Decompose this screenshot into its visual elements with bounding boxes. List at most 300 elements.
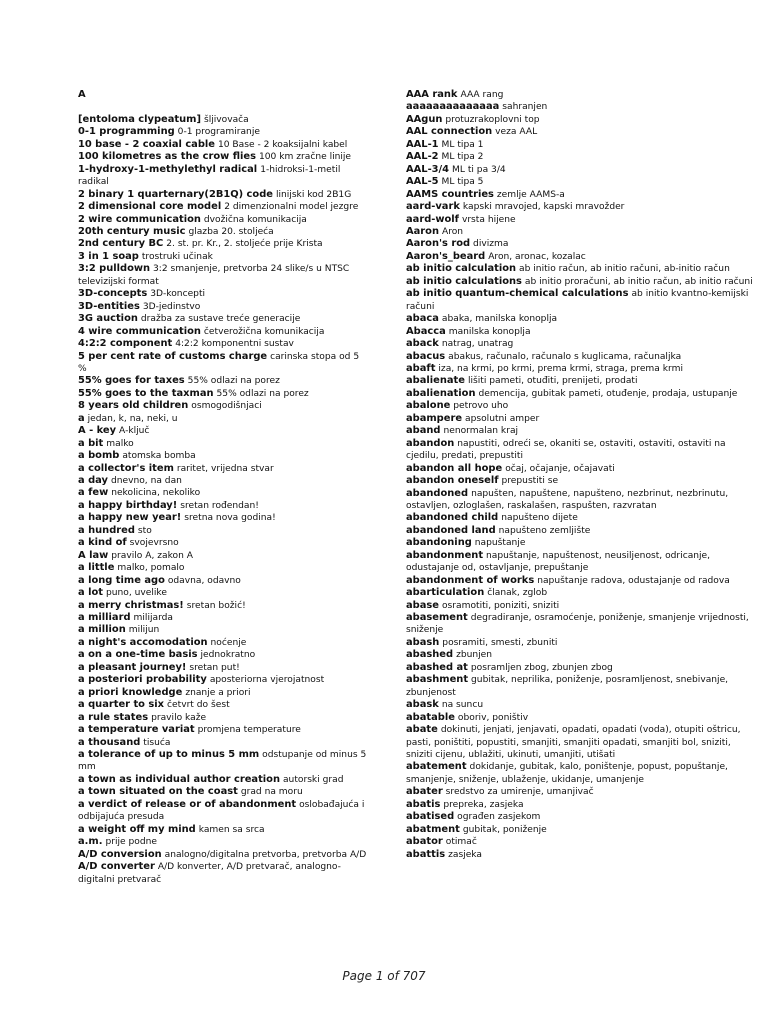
entry-definition: malko [106,438,134,449]
dictionary-entry [78,649,368,661]
dictionary-entry [78,799,368,824]
entry-definition: lišiti pameti, otuđiti, prenijeti, prodati [467,376,638,387]
dictionary-entry [406,786,754,798]
entry-definition: dokidanje, gubitak, kalo, poništenje, popust, popuštanje, smanjenje, sniženje, ublaženje, ukidanje, umanjenje [406,762,728,785]
dictionary-entry [406,537,754,549]
entry-definition: jedan, k, na, neki, u [87,413,178,424]
entry-definition: abakus, računalo, računalo s kuglicama, računaljka [448,351,682,362]
dictionary-entry [78,238,368,250]
dictionary-entry [406,600,754,612]
dictionary-entry [406,637,754,649]
entry-term: a posteriori probability [78,674,207,686]
entry-definition: kapski mravojed, kapski mravožder [462,202,625,213]
entry-definition: napustiti, odreći se, okaniti se, ostaviti, ostaviti, ostaviti na cjedilu, predati, prepustiti [406,438,726,462]
entry-term: abalone [406,400,451,412]
entry-term: abandoning [406,537,472,549]
dictionary-entry [406,849,754,861]
dictionary-entry [406,575,754,587]
entry-definition: napušteno zemljište [498,525,591,536]
entry-term: a town as individual author creation [78,773,280,785]
dictionary-entry [78,487,368,499]
entry-term: a town situated on the coast [78,786,238,798]
entry-definition: manilska konoplja [448,326,531,337]
dictionary-entry [78,500,368,512]
dictionary-entry [78,512,368,524]
dictionary-entry [406,139,754,151]
entry-definition: 10 Base - 2 koaksijalni kabel [217,139,348,150]
entry-term: abandoned [406,487,469,499]
dictionary-entry [78,214,368,226]
dictionary-entry [406,114,754,126]
entry-term: a long time ago [78,574,165,586]
entry-term: a merry christmas! [78,599,184,611]
entry-definition: Aron, aronac, kozalac [488,251,586,262]
dictionary-entry [406,612,754,637]
entry-term: aback [406,338,439,350]
entry-term: 100 kilometres as the crow flies [78,151,256,163]
dictionary-entry [406,463,754,475]
entry-term: abandoned land [406,524,496,536]
dictionary-entry [406,89,754,101]
entry-definition: abaka, manilska konoplja [441,314,558,325]
dictionary-entry [78,400,368,412]
dictionary-entry [78,624,368,636]
entry-term: AAL connection [406,126,493,138]
dictionary-entry [78,425,368,437]
entry-definition: osmogodišnjaci [191,401,262,412]
left-column [78,89,368,886]
dictionary-entry [78,849,368,861]
entry-term: a day [78,475,108,487]
entry-definition: sretan rođendan! [180,500,259,511]
dictionary-entry [78,674,368,686]
entry-definition: posramljen zbog, zbunjen zbog [470,662,613,673]
entry-definition: autorski grad [282,774,344,785]
entry-definition: grad na moru [240,787,303,798]
dictionary-entry [406,674,754,699]
entry-term: abashment [406,674,469,686]
dictionary-entry [406,799,754,811]
entry-term: AAA rank [406,89,458,100]
dictionary-entry [406,313,754,325]
entry-definition: 2. st. pr. Kr., 2. stoljeće prije Krista [166,239,323,250]
dictionary-entry [406,126,754,138]
entry-term: 2 binary 1 quarternary(2B1Q) code [78,188,273,200]
entry-term: ab initio calculation [406,263,517,275]
entry-term: 8 years old children [78,400,189,412]
dictionary-entry [406,189,754,201]
entry-term: a tolerance of up to minus 5 mm [78,749,260,760]
dictionary-entry [78,351,368,376]
dictionary-entry [78,537,368,549]
entry-definition: Aron [441,226,464,237]
entry-term: abatement [406,761,467,773]
entry-definition: pravilo kaže [151,712,207,723]
dictionary-entry [406,238,754,250]
entry-definition: odstupanje od minus 5 mm [78,750,367,773]
dictionary-entry [78,724,368,736]
entry-definition: divizma [473,239,509,250]
dictionary-entry [406,214,754,226]
entry-definition: 4:2:2 komponentni sustav [175,339,294,350]
dictionary-entry [406,587,754,599]
dictionary-entry [78,525,368,537]
entry-definition: članak, zglob [487,588,548,599]
entry-definition: apsolutni amper [465,413,540,424]
dictionary-entry [406,338,754,350]
entry-definition: milijarda [133,613,173,624]
entry-term: 10 base - 2 coaxial cable [78,138,215,150]
entry-term: a.m. [78,836,103,848]
entry-term: a bomb [78,450,120,462]
dictionary-entry [78,201,368,213]
entry-term: abandonment of works [406,574,535,586]
dictionary-entry [78,699,368,711]
entry-definition: 0-1 programiranje [177,127,260,138]
entry-term: 3D-concepts [78,288,148,300]
dictionary-entry [78,637,368,649]
dictionary-entry [406,413,754,425]
entry-definition: trostruki učinak [141,251,213,262]
entry-term: 4 wire communication [78,325,201,337]
dictionary-entry [406,811,754,823]
dictionary-entry [78,600,368,612]
entry-term: 4:2:2 component [78,338,173,350]
entry-term: a night's accomodation [78,636,208,648]
dictionary-entry [78,450,368,462]
entry-definition: oslobađajuća i odbijajuća presuda [78,799,365,823]
dictionary-entry [78,139,368,151]
entry-term: 0-1 programming [78,126,175,138]
dictionary-entry [78,438,368,450]
page-footer: Page 1 of 707 [342,969,426,983]
entry-definition: glazba 20. stoljeća [188,226,274,237]
entry-term: Aaron's_beard [406,250,486,262]
entry-term: ab initio calculations [406,275,522,287]
entry-term: [entoloma clypeatum] [78,113,201,125]
entry-definition: milijun [128,625,160,636]
entry-definition: gubitak, neprilika, poniženje, posramljenost, snebivanje, zbunjenost [406,675,729,698]
dictionary-entry [406,388,754,400]
dictionary-entry [406,276,754,288]
entry-term: abandon [406,437,455,449]
dictionary-entry [78,413,368,425]
entry-definition: oboriv, poništiv [457,712,529,723]
entry-term: abandon oneself [406,475,499,487]
entry-definition: analogno/digitalna pretvorba, pretvorba A/D [164,849,367,860]
entry-definition: napuštanje, napuštenost, neusiljenost, odricanje, odustajanje od, ostavljanje, prepuštanje [406,550,711,574]
entry-definition: dokinuti, jenjati, jenjavati, opadati, opadati (voda), otupiti oštricu, pasti, poništiti, popustiti, smanjiti, smanjiti opadati, smanjiti bol, sniziti, sniziti cijenu, ublažiti, ukinuti, umanjiti, utišati [406,725,741,761]
entry-term: AAL-5 [406,176,439,188]
entry-term: ab initio quantum-chemical calculations [406,288,629,300]
entry-term: A/D conversion [78,848,162,860]
entry-term: a kind of [78,537,127,549]
entry-definition: malko, pomalo [117,563,185,574]
entry-definition: puno, uvelike [105,588,167,599]
entry-definition: ML ti pa 3/4 [452,164,506,175]
dictionary-entry [406,662,754,674]
entry-term: a weight off my mind [78,823,196,835]
entry-term: aaaaaaaaaaaaaa [406,101,500,113]
dictionary-entry [78,662,368,674]
dictionary-entry [78,226,368,238]
dictionary-entry [406,288,754,313]
entry-term: abalienate [406,375,465,387]
dictionary-entry [406,438,754,463]
entry-definition: promjena temperature [197,725,301,736]
entry-definition: zasjeka [448,849,482,860]
entry-definition: četverožična komunikacija [203,326,325,337]
entry-definition: 3D-koncepti [150,289,206,300]
entry-term: a happy new year! [78,512,182,524]
entry-term: aard-vark [406,201,460,213]
entry-definition: napuštanje radova, odustajanje od radova [537,575,730,586]
entry-definition: protuzrakoplovni top [445,114,540,125]
dictionary-entry [406,251,754,263]
entry-definition: atomska bomba [122,451,196,462]
entry-term: abatment [406,823,460,835]
entry-definition: 100 km zračne linije [258,152,352,163]
entry-term: Aaron's rod [406,238,471,250]
dictionary-entry [78,338,368,350]
entry-definition: raritet, vrijedna stvar [176,463,274,474]
entry-definition: sretan put! [189,662,240,673]
entry-term: abatised [406,811,455,823]
entry-definition: sto [137,525,152,536]
dictionary-entry [406,724,754,761]
dictionary-entry [78,612,368,624]
dictionary-entry [78,550,368,562]
entry-term: a temperature variat [78,724,195,736]
entry-definition: dvožična komunikacija [203,214,307,225]
dictionary-entry [406,363,754,375]
dictionary-entry [78,326,368,338]
entry-term: a thousand [78,736,141,748]
entry-term: AAL-1 [406,138,439,150]
entry-term: AAL-2 [406,151,439,163]
entry-definition: iza, na krmi, po krmi, prema krmi, straga, prema krmi [438,363,683,374]
entry-term: abator [406,836,443,848]
entry-definition: ML tipa 5 [441,177,484,188]
dictionary-entry [78,587,368,599]
entry-definition: na suncu [441,700,484,711]
dictionary-entry [78,463,368,475]
entry-term: 2 dimensional core model [78,201,222,213]
entry-term: AAgun [406,113,443,125]
entry-definition: carinska stopa od 5 % [78,351,360,374]
entry-term: 1-hydroxy-1-methylethyl radical [78,163,258,175]
entry-definition: vrsta hijene [461,214,516,225]
entry-definition: 3:2 smanjenje, pretvorba 24 slike/s u NTSC televizijski format [78,264,350,287]
entry-definition: zbunjen [456,650,493,661]
entry-term: 3G auction [78,313,138,325]
entry-term: a pleasant journey! [78,661,187,673]
dictionary-entry [406,226,754,238]
entry-list-right [406,89,754,861]
dictionary-entry [78,774,368,786]
entry-list-left [78,114,368,886]
entry-definition: 2 dimenzionalni model jezgre [224,202,359,213]
entry-term: abater [406,786,443,798]
entry-definition: otimač [445,837,477,848]
entry-term: abattis [406,848,446,860]
entry-definition: nenormalan kraj [443,426,519,437]
entry-term: A - key [78,425,117,437]
entry-definition: sahranjen [502,102,548,113]
dictionary-entry [78,749,368,774]
dictionary-entry [406,101,754,113]
entry-definition: ograđen zasjekom [457,812,541,823]
entry-term: abasement [406,612,468,624]
entry-term: a [78,412,85,424]
entry-definition: A-ključ [119,426,150,437]
entry-definition: prije podne [105,837,157,848]
dictionary-entry [78,687,368,699]
entry-definition: jednokratno [200,650,256,661]
entry-term: abaca [406,313,439,325]
entry-term: 20th century music [78,225,186,237]
entry-term: A law [78,549,109,561]
entry-definition: aposteriorna vjerojatnost [209,675,325,686]
entry-definition: nekolicina, nekoliko [111,488,201,499]
entry-term: 2 wire communication [78,213,201,225]
dictionary-entry [78,126,368,138]
dictionary-entry [406,425,754,437]
dictionary-entry [78,712,368,724]
entry-term: a milliard [78,612,131,624]
dictionary-entry [406,649,754,661]
entry-term: aband [406,425,441,437]
entry-definition: dnevno, na dan [110,476,182,487]
dictionary-entry [406,176,754,188]
entry-term: a verdict of release or of abandonment [78,798,297,810]
entry-term: a few [78,487,109,499]
entry-definition: sredstvo za umirenje, umanjivač [445,787,594,798]
dictionary-entry [406,712,754,724]
entry-term: abaft [406,362,436,374]
entry-term: abatable [406,711,455,723]
dictionary-entry [78,164,368,189]
entry-definition: prepreka, zasjeka [443,799,524,810]
entry-definition: noćenje [210,637,247,648]
entry-definition: 55% odlazi na porez [216,388,309,399]
entry-term: abask [406,699,439,711]
section-heading: A [78,89,86,100]
dictionary-entry [406,263,754,275]
entry-term: a quarter to six [78,699,165,711]
entry-term: abashed [406,649,454,661]
entry-definition: degradiranje, osramoćenje, poniženje, smanjenje vrijednosti, sniženje [406,613,749,636]
entry-definition: ab initio kvantno-kemijski računi [406,289,749,312]
dictionary-entry [78,375,368,387]
entry-term: a collector's item [78,462,174,474]
entry-definition: tisuća [143,737,171,748]
entry-term: 5 per cent rate of customs charge [78,350,268,362]
entry-term: AAL-3/4 [406,163,450,175]
entry-definition: linijski kod 2B1G [275,189,352,200]
entry-term: 2nd century BC [78,238,164,250]
dictionary-entry [78,301,368,313]
entry-definition: natrag, unatrag [441,339,514,350]
dictionary-entry [406,375,754,387]
dictionary-entry [78,575,368,587]
entry-term: abandoned child [406,512,499,524]
dictionary-entry [406,824,754,836]
entry-term: 3D-entities [78,300,140,312]
entry-definition: očaj, očajanje, očajavati [505,463,615,474]
dictionary-entry [406,512,754,524]
entry-term: abampere [406,412,463,424]
entry-definition: napušteno dijete [501,513,578,524]
entry-definition: ab initio proračuni, ab initio račun, ab initio računi [524,276,753,287]
entry-definition: gubitak, poniženje [462,824,547,835]
entry-term: a priori knowledge [78,686,183,698]
entry-definition: četvrt do šest [167,700,230,711]
entry-term: a lot [78,587,103,599]
dictionary-entry [406,151,754,163]
dictionary-entry [406,761,754,786]
entry-term: Aaron [406,225,439,237]
dictionary-entry [78,786,368,798]
entry-definition: napuštanje [474,538,526,549]
entry-term: a million [78,624,126,636]
entry-definition: ML tipa 2 [441,152,484,163]
dictionary-entry [78,313,368,325]
dictionary-entry [78,737,368,749]
entry-definition: petrovo uho [453,401,509,412]
dictionary-entry [406,488,754,513]
dictionary-entry [78,475,368,487]
entry-term: abash [406,636,440,648]
entry-definition: ab initio račun, ab initio računi, ab-initio račun [519,264,730,275]
entry-definition: šljivovača [203,114,249,125]
dictionary-entry [78,114,368,126]
entry-term: a hundred [78,524,135,536]
dictionary-entry [78,189,368,201]
entry-definition: svojevrsno [129,538,179,549]
entry-term: 3:2 pulldown [78,263,151,275]
entry-term: 55% goes for taxes [78,375,185,387]
dictionary-entry [78,288,368,300]
entry-definition: A/D konverter, A/D pretvarač, analogno-digitalni pretvarač [78,862,341,885]
entry-definition: posramiti, smesti, zbuniti [442,637,558,648]
dictionary-entry [406,699,754,711]
entry-term: abalienation [406,387,476,399]
entry-term: a rule states [78,711,149,723]
entry-term: abashed at [406,661,468,673]
dictionary-entry [406,400,754,412]
entry-term: abandonment [406,549,484,561]
dictionary-entry [406,550,754,575]
entry-definition: dražba za sustave treće generacije [140,314,301,325]
entry-definition: 55% odlazi na porez [187,376,280,387]
entry-term: abarticulation [406,587,485,599]
entry-definition: 3D-jedinstvo [142,301,201,312]
dictionary-entry [78,251,368,263]
entry-definition: AAA rang [460,90,504,100]
entry-term: 3 in 1 soap [78,250,139,262]
entry-definition: napušten, napuštene, napušteno, nezbrinut, nezbrinutu, ostavljen, ozloglašen, raskalašen, raspušten, razvratan [406,488,729,511]
dictionary-entry [406,351,754,363]
dictionary-entry [406,525,754,537]
entry-term: abase [406,599,439,611]
entry-definition: 1-hidroksi-1-metil radikal [78,164,341,188]
entry-term: a happy birthday! [78,499,178,511]
dictionary-entry [406,326,754,338]
entry-definition: sretan božić! [186,600,246,611]
dictionary-entry [406,836,754,848]
dictionary-entry [78,861,368,886]
